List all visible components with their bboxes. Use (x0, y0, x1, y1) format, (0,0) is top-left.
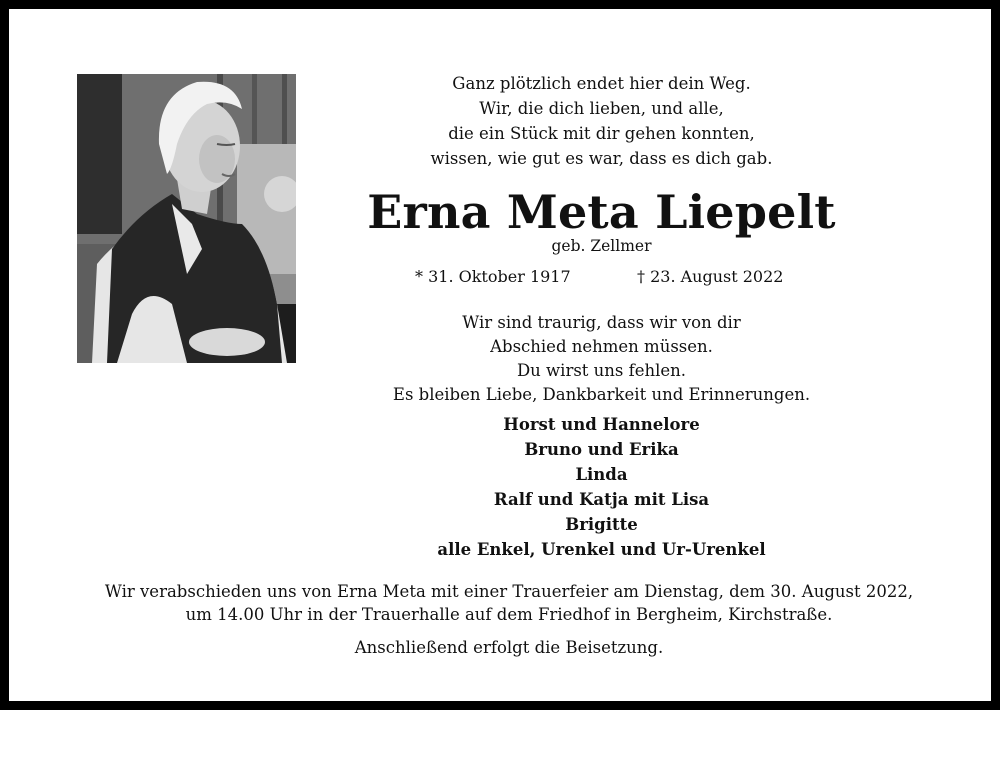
verse-block (339, 311, 864, 407)
poem-line: Wir, die dich lieben, und alle, (479, 99, 724, 118)
poem-block (339, 71, 864, 171)
maiden-name: geb. Zellmer (551, 237, 652, 255)
poem-line: Ganz plötzlich endet hier dein Weg. (452, 74, 751, 93)
birth-date: * 31. Oktober 1917 (415, 267, 571, 286)
mourner-entry: Linda (575, 465, 628, 484)
deceased-name: Erna Meta Liepelt (367, 185, 836, 239)
portrait-photo (77, 74, 296, 363)
mourner-entry: Bruno und Erika (524, 440, 679, 459)
service-line: um 14.00 Uhr in der Trauerhalle auf dem Friedhof in Bergheim, Kirchstraße. (185, 605, 833, 624)
poem-line: die ein Stück mit dir gehen konnten, (448, 124, 755, 143)
mourner-entry: Horst und Hannelore (503, 415, 700, 434)
life-dates (339, 267, 864, 289)
poem-line: wissen, wie gut es war, dass es dich gab. (430, 149, 773, 168)
mourner-entry: alle Enkel, Urenkel und Ur-Urenkel (437, 540, 766, 559)
verse-line: Du wirst uns fehlen. (516, 361, 687, 380)
burial-note: Anschließend erfolgt die Beisetzung. (354, 638, 664, 657)
service-info (69, 580, 949, 626)
mourner-entry: Brigitte (565, 515, 638, 534)
verse-line: Abschied nehmen müssen. (490, 337, 713, 356)
verse-line: Wir sind traurig, dass wir von dir (462, 313, 741, 332)
service-line: Wir verabschieden uns von Erna Meta mit einer Trauerfeier am Dienstag, dem 30. August 2022, (104, 582, 914, 601)
verse-line: Es bleiben Liebe, Dankbarkeit und Erinnerungen. (392, 385, 811, 404)
mourners-list (339, 412, 864, 562)
death-date: † 23. August 2022 (637, 267, 784, 286)
mourner-entry: Ralf und Katja mit Lisa (493, 490, 710, 509)
